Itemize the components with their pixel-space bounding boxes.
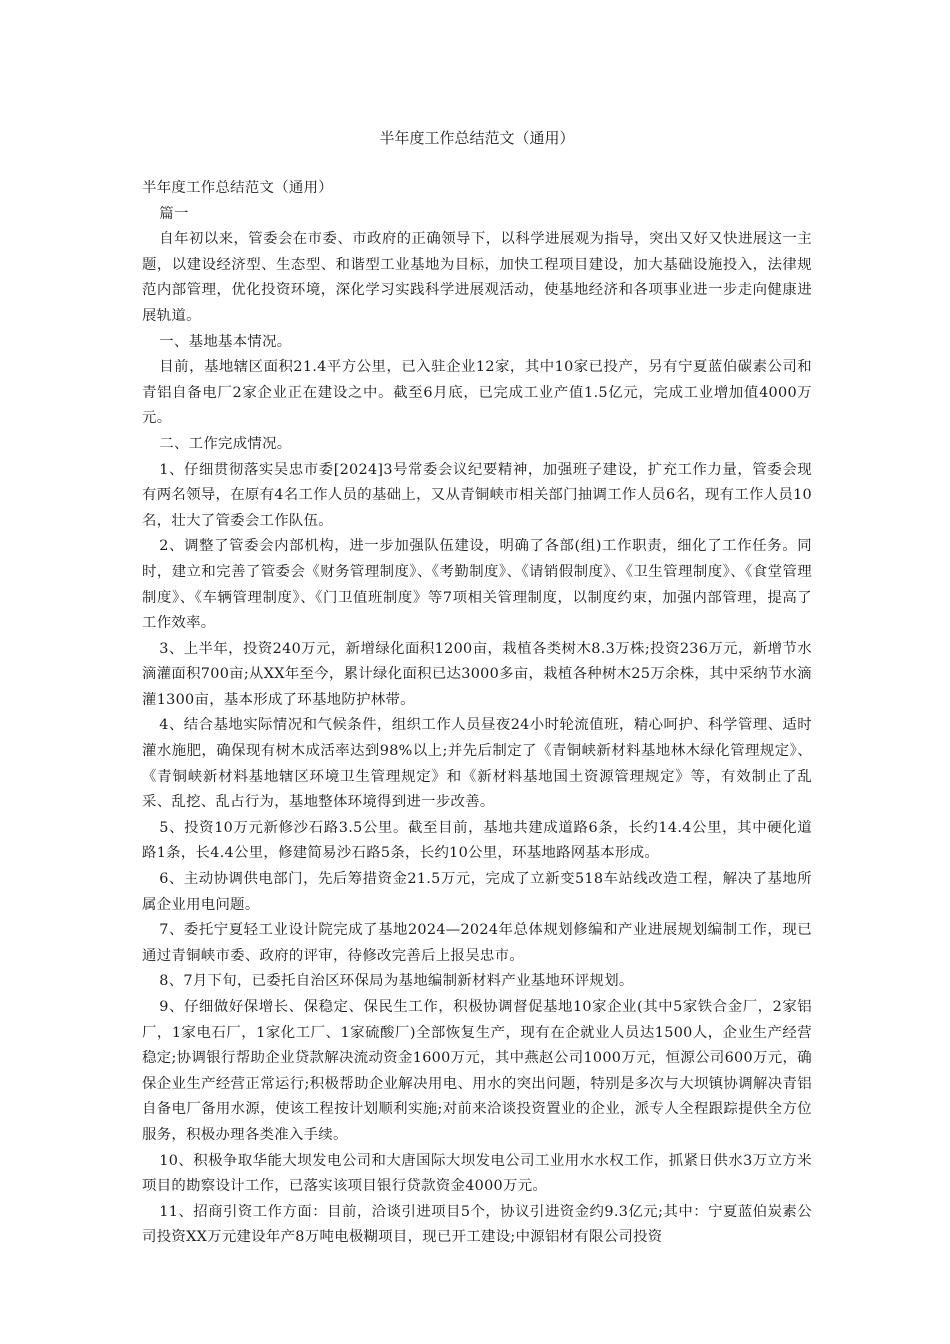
- paragraph-item-1: 1、仔细贯彻落实吴忠市委[2024]3号常委会议纪要精神，加强班子建设，扩充工作力量，管委会现有两名领导，在原有4名工作人员的基础上，又从青铜峡市相关部门抽调工作人员6名，现有工作人员10名，壮大了管委会工作队伍。: [142, 461, 812, 529]
- page-title: 半年度工作总结范文（通用）: [379, 129, 575, 147]
- paragraph-item-2: 2、调整了管委会内部机构，进一步加强队伍建设，明确了各部(组)工作职责，细化了工作任务。同时，建立和完善了管委会《财务管理制度》、《考勤制度》、《请销假制度》、《卫生管理制度》、《食堂管理制度》、《车辆管理制度》、《门卫值班制度》等7项相关管理制度，以制度约束，加强内部管理，提高了工作效率。: [142, 538, 812, 632]
- paragraph-intro: 自年初以来，管委会在市委、市政府的正确领导下，以科学进展观为指导，突出又好又快进展这一主题，以建设经济型、生态型、和谐型工业基地为目标，加快工程项目建设，加大基础设施投入，法律规范内部管理，优化投资环境，深化学习实践科学进展观活动，使基地经济和各项事业进一步走向健康进展轨道。: [142, 231, 812, 324]
- paragraph-item-7: 7、委托宁夏轻工业设计院完成了基地2024—2024年总体规划修编和产业进展规划编制工作，现已通过青铜峡市委、政府的评审，待修改完善后上报吴忠市。: [142, 922, 812, 964]
- document-body: [142, 176, 812, 1251]
- paragraph-item-10: 10、积极争取华能大坝发电公司和大唐国际大坝发电公司工业用水水权工作，抓紧日供水3万立方米项目的勘察设计工作，已落实该项目银行贷款资金4000万元。: [142, 1152, 812, 1195]
- paragraph-basic-situation: 目前，基地辖区面积21.4平方公里，已入驻企业12家，其中10家已投产，另有宁夏蓝伯碳素公司和青铝自备电厂2家企业正在建设之中。截至6月底，已完成工业产值1.5亿元，完成工业增加值4000万元。: [142, 359, 812, 427]
- paragraph-item-4: 4、结合基地实际情况和气候条件，组织工作人员昼夜24小时轮流值班，精心呵护、科学管理、适时灌水施肥，确保现有树木成活率达到98%以上;并先后制定了《青铜峡新材料基地林木绿化管理规定》、《青铜峡新材料基地辖区环境卫生管理规定》和《新材料基地国土资源管理规定》等，有效制止了乱采、乱挖、乱占行为，基地整体环境得到进一步改善。: [142, 717, 812, 811]
- paragraph-item-11: 11、招商引资工作方面：目前，洽谈引进项目5个，协议引进资金约9.3亿元;其中：宁夏蓝伯炭素公司投资XX万元建设年产8万吨电极糊项目，现已开工建设;中源铝材有限公司投资: [142, 1203, 812, 1246]
- heading-basic-situation: 一、基地基本情况。: [159, 333, 292, 350]
- paragraph-item-8: 8、7月下旬，已委托自治区环保局为基地编制新材料产业基地环评规划。: [159, 973, 634, 990]
- paragraph-item-5: 5、投资10万元新修沙石路3.5公里。截至目前，基地共建成道路6条，长约14.4公里，其中硬化道路1条，长4.4公里，修建简易沙石路5条，长约10公里，环基地路网基本形成。: [142, 819, 812, 862]
- paragraph-item-3: 3、上半年，投资240万元，新增绿化面积1200亩，栽植各类树木8.3万株;投资236万元，新增节水滴灌面积700亩;从XX年至今，累计绿化面积已达3000多亩，栽植各种树木25万余株，其中采纳节水滴灌1300亩，基本形成了环基地防护林带。: [142, 640, 812, 708]
- paragraph-item-9: 9、仔细做好保增长、保稳定、保民生工作，积极协调督促基地10家企业(其中5家铁合金厂，2家铝厂，1家电石厂，1家化工厂、1家硫酸厂)全部恢复生产，现有在企就业人员达1500人，企业生产经营稳定;协调银行帮助企业贷款解决流动资金1600万元，其中燕赵公司1000万元，恒源公司600万元，确保企业生产经营正常运行;积极帮助企业解决用电、用水的突出问题，特别是多次与大坝镇协调解决青铝自备电厂备用水源，使该工程按计划顺利实施;对前来洽谈投资置业的企业，派专人全程跟踪提供全方位服务，积极办理各类准入手续。: [142, 999, 812, 1143]
- heading-work-completion: 二、工作完成情况。: [159, 435, 292, 452]
- section-label-part-one: 篇一: [159, 205, 189, 222]
- paragraph-item-6: 6、主动协调供电部门，先后筹措资金21.5万元，完成了立新变518车站线改造工程，解决了基地所属企业用电问题。: [142, 871, 812, 913]
- document-subtitle: 半年度工作总结范文（通用）: [142, 180, 333, 196]
